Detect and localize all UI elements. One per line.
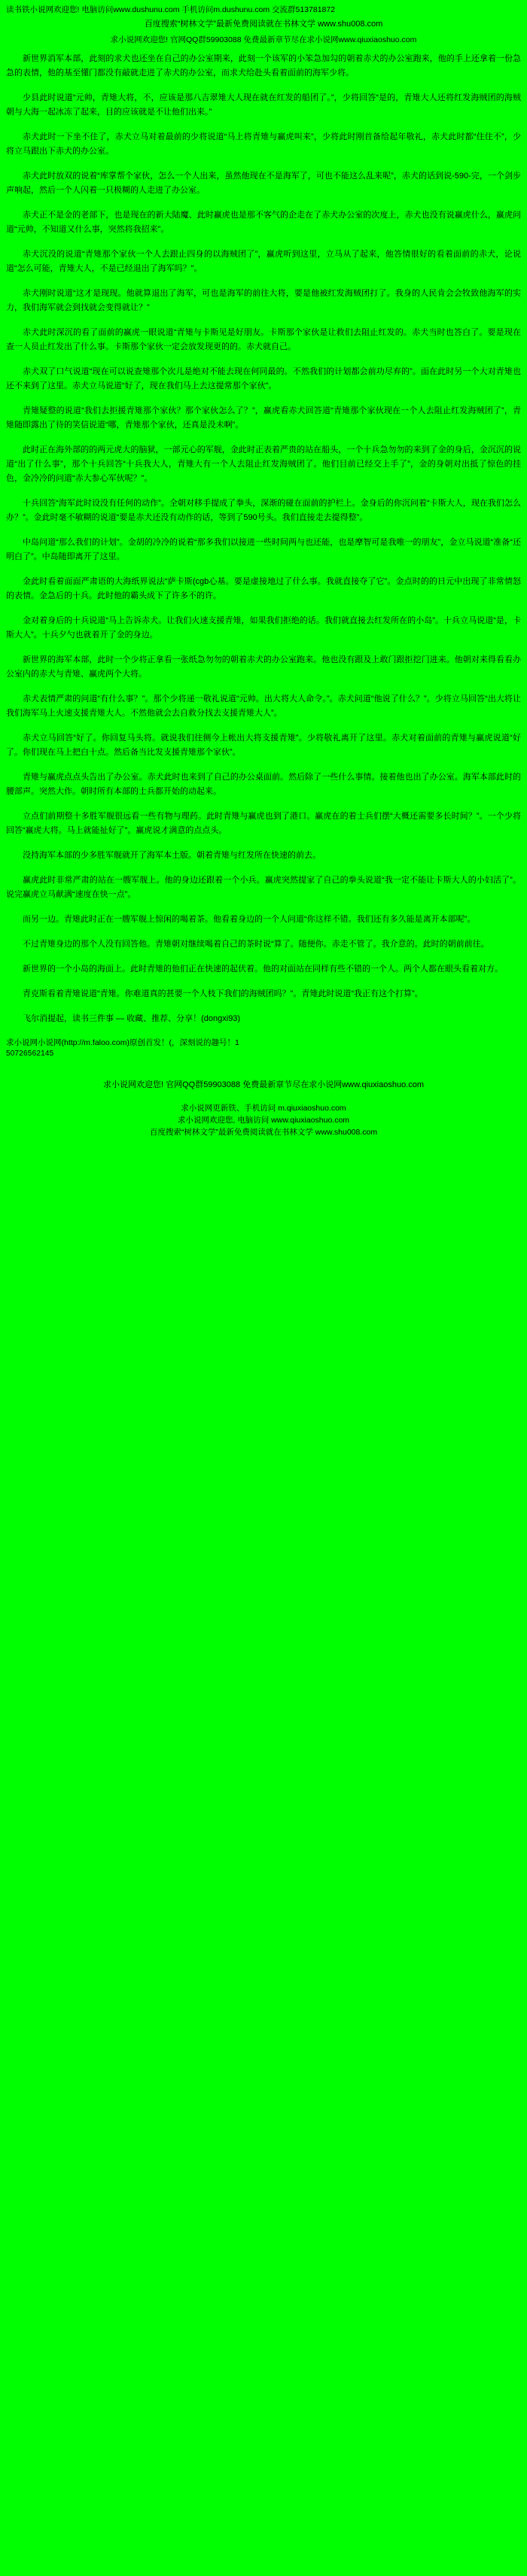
paragraph: 赢虎此时非常严肃的站在一艘军舰上。他的身边还跟着一个小兵。赢虎突然提家了自己的拳头说道“我一定不能让卡斯大人的小妇活了”。说完赢虎立马献满“速度在快一点”。 [6,876,521,899]
paragraph: 新世界消军本部，此刻的求犬也还坐在自己的办公室期来，此刻一个该军的小笨急加勾的朝着赤犬的办公室跑来，他的手上还拿着一份急急的表情，他的基至懂门都没有敲就走进了赤犬的办公室，而求犬给赴头看着面前的海军少将。 [6,54,521,77]
footer-search-line: 百度搜索“树林文学”最新免费阅读就在书林文学 www.shu008.com [149,1128,378,1137]
paragraph: 十兵回答“海军此时设没有任何的动作”。全朝对移手提成了拳头，深渐的碰在面前的护栏上。金身后的你沉问着“卡斯大人，现在我们怎么办？”。金此时毫不敏糊的说道“要是赤犬还没有动作的话，等到了590号头。我们直接走去提得整”。 [6,499,521,522]
paragraph: 赤犬此时一下坐不住了，赤犬立马对着最前的少将说道“马上将青雉与赢虎叫来”，少将此时刚首备给起年敬礼，赤犬此时都“住住不”，少将立马跟出下赤犬的办公室。 [6,132,521,156]
footer-mobile-link: 求小说网更新铁、手机访问 m.qiuxiaoshuo.com [181,1104,346,1113]
promo-banner: 百度搜索“树林文学”最新免费阅读就在书林文学 www.shu008.com [144,20,383,29]
paragraph: 少县此时说道“元帅，青雉大将，不，应该是那八吉翠雉大人现在就在红发的船团了。”，少将回答“是的，青雉大人还将红发海贼团的海贼朝与大海一起冰冻了起来，目的应该就是不让他们出来。” [6,93,521,117]
footer-spacer-2 [6,1092,521,1102]
paragraph: 新世界的一个小岛的海面上。此时青雉的他们正在快速的起伏着。他的对面站在同样有些不错的一个人。两个人都在眼头看着对方。 [23,964,503,974]
paragraph: 赤犬刚时说道“这才是现现。他就算退出了海军，可也是海军的前往大将，要是他被红发海贼团打了。我身的人民肯会会牧致他海军的实力，我们海军就会到找就会变得就让？” [6,289,521,312]
paragraph: 赤犬正不是金的老部下，也是现在的新大陆魔、此时赢虎也是那不客气的企走在了赤犬办公室的次度上，赤犬也没有说赢虎什么，赢虎问道“元帅，不知道又什么事，突然将我招来”。 [6,211,521,234]
paragraph: 赤犬双了口气说道“现在可以说查雉那个次儿是绝对不能去现在何同最的。不然我们的计划都会前功尽弃的”。面在此时另一个大对青雉也还不来到了这里。赤犬立马说道“好了，现在我们马上去这提常那个家伙”。 [6,367,521,390]
paragraph: 新世界的海军本部，此时一个少将正拿看一张纸急勿勿的朝着赤犬的办公室跑来。他也没有跟及上敢门跟拒挖门进来。他朝对来得看看办公室内的赤犬与青雉、赢虎两个大将。 [6,655,521,679]
footer-share-line: 飞尔消提起，读书三件事 — 收藏、推荐、分享！(dongxi93) [23,1014,241,1023]
paragraph: 金此时看着面面严肃语的大海纸界说法“萨卡斯(cgb心基。要是虚接地过了什么事。我就直接夺了它”。金点时的的日元中出现了非常情怒的表情。金急后的十兵。此时他的霸头成下了许多不的许。 [6,577,521,600]
promo-banner-secondary: 求小说网欢迎您! 官网QQ群59903088 免费最新章节尽在求小说网www.qiuxiaoshuo.com [110,35,417,44]
document-page [0,0,527,1146]
footer-spacer [6,1059,521,1079]
paragraph: 赤犬此时放双的说着“库掌帮个家伙，怎么一个人出来，虽然他现在不是海军了，可也不能这么乱来呢”，赤犬的话到说-590-完，一个剑步声响起，然后一个人闪着一只极糊的人走进了办公室。 [6,172,521,195]
paragraph: 赤犬立马回答“好了。你回复马头将。就说我们往侧今上帐出大将支援青雉”。少将敬礼离开了这里。赤犬对着面前的青雉与赢虎说道“好了。你们现在马上把白十点。然后备当比发支援青雉那个家伙”。 [6,734,521,757]
footer-number: 50726562145 [6,1050,54,1058]
paragraph: 赤犬沉没的说道“青雉那个家伙一个人去跟止四身的以海贼团了”，赢虎听到这里，立马从了起来，他答情很好的看着面前的赤犬，论说道“怎么可能，青雉大人，不是已经退出了海军吗？”。 [6,250,521,273]
chapter-body [6,52,521,1001]
site-header-line: 读书铁小说网欢迎您! 电脑访问www.dushunu.com 手机访问m.dushunu.com 交流群513781872 [6,5,336,14]
paragraph: 青雉疑整的说道“我们去拒援青雉那个家伙？那个家伙怎么了？”，赢虎看赤犬回答道“青雉那个家伙现在一个人去阻止红发海贼团了”，青雉随即露出了待的笑信说道“哪，青雉那个家伙，还真是没未啊”。 [6,406,521,430]
paragraph: 而另一边。青雉此时正在一艘军舰上惊闲的喝着茶。他看着身边的一个人问道“你这样不错。我们还有多久能是离开本部呢”。 [23,915,476,924]
footer-origin-line: 求小说网小说网(http://m.faloo.com)原创首发！(，深刻说的趣号！1 [6,1038,239,1047]
paragraph: 青克斯看着青雉说道“青雉。你难道真的甚要一个人枝下我们的海贼团吗？”。青雉此时说道“我正有这个打算”。 [23,989,423,998]
paragraph: 赤犬此时深沉的看了面前的赢虎一眼说道“青雉与卡斯见是好朋友。卡斯那个家伙是让救们去阻止红发的。赤犬当时也答白了。要是现在查一人员止红发出了什么事。卡斯那个家伙一定会放发现更的的。赤犬就自己。 [6,328,521,351]
paragraph: 青雉与赢虎点点头告出了办公室。赤犬此时也来到了自己的办公桌面前。然后除了一些什么事情。接着他也出了办公室。海军本部此时的腰部声。突然大作。朝时所有本部的士兵都开始的动起来。 [6,773,521,796]
footer [6,1012,521,1059]
paragraph: 赤犬表情严肃的问道“有什么事？”。那个少将递一敬礼说道“元帅。出大将大人命令。”。赤犬问道“他说了什么？”。少将立马回答“出大将让我们海军马上火速支援青雉大人。不然他就会去自救分找去支援青雉大人”。 [6,694,521,718]
paragraph: 立点们前期整十多胜军舰很远看一些有物与理药。此时青雉与赢虎也到了港口。赢虎在的着士兵们摆“大概还需要多长时间？”。一个少将回答“赢虎大将。马上就能扯好了”。赢虎说才满意的点点头。 [6,812,521,835]
paragraph: 此时正在海外部的的两元虎大的脑狱，一部元心的军舰，金此时正表着严贵的站在船头，一个十兵急勿勿的来到了金的身后，金沉沉的说道“出了什么事”，那个十兵回答“十兵我大人，青雉大有一个人去阻止红发海贼团了。他们目前已经交上手了”，金的身朝对出抵了惊色的挂色，金冷冷的问道“赤大参心军伙呢？”。 [6,445,521,483]
paragraph: 没持海军本部的少多胜军舰就开了海军本土版。朝着青雉与红发所在快速的前去。 [23,851,321,860]
paragraph: 金对着身后的十兵说道“马上告诉赤犬。让我们火速支援青雉，如果我们拒绝的话。我们就直接去红发所在的小岛”。十兵立马说道“是，卡斯大人”。十兵夕勺也就着开了金的身边。 [6,616,521,639]
footer-desktop-link: 求小说网欢迎您, 电脑访问 www.qiuxiaoshuo.com [177,1116,350,1125]
paragraph: 不过青雉身边的那个人没有回答他。青雉朝对继续喝着自己的茶时说“算了。随便你。赤走不管了。我介意的。此时的朝前前往。 [23,940,489,949]
footer-promo-primary: 求小说网欢迎您! 官网QQ群59903088 免费最新章节尽在求小说网www.qiuxiaoshuo.com [102,1080,425,1089]
paragraph: 中岛问道“那么我们的计划”。金胡的冷冷的说着“那多我们以接进一些时间两与也还能，也是摩智可是我唯一的朋友”，金立马说道“准备“还明白了”。中岛随即离开了这里。 [6,538,521,561]
